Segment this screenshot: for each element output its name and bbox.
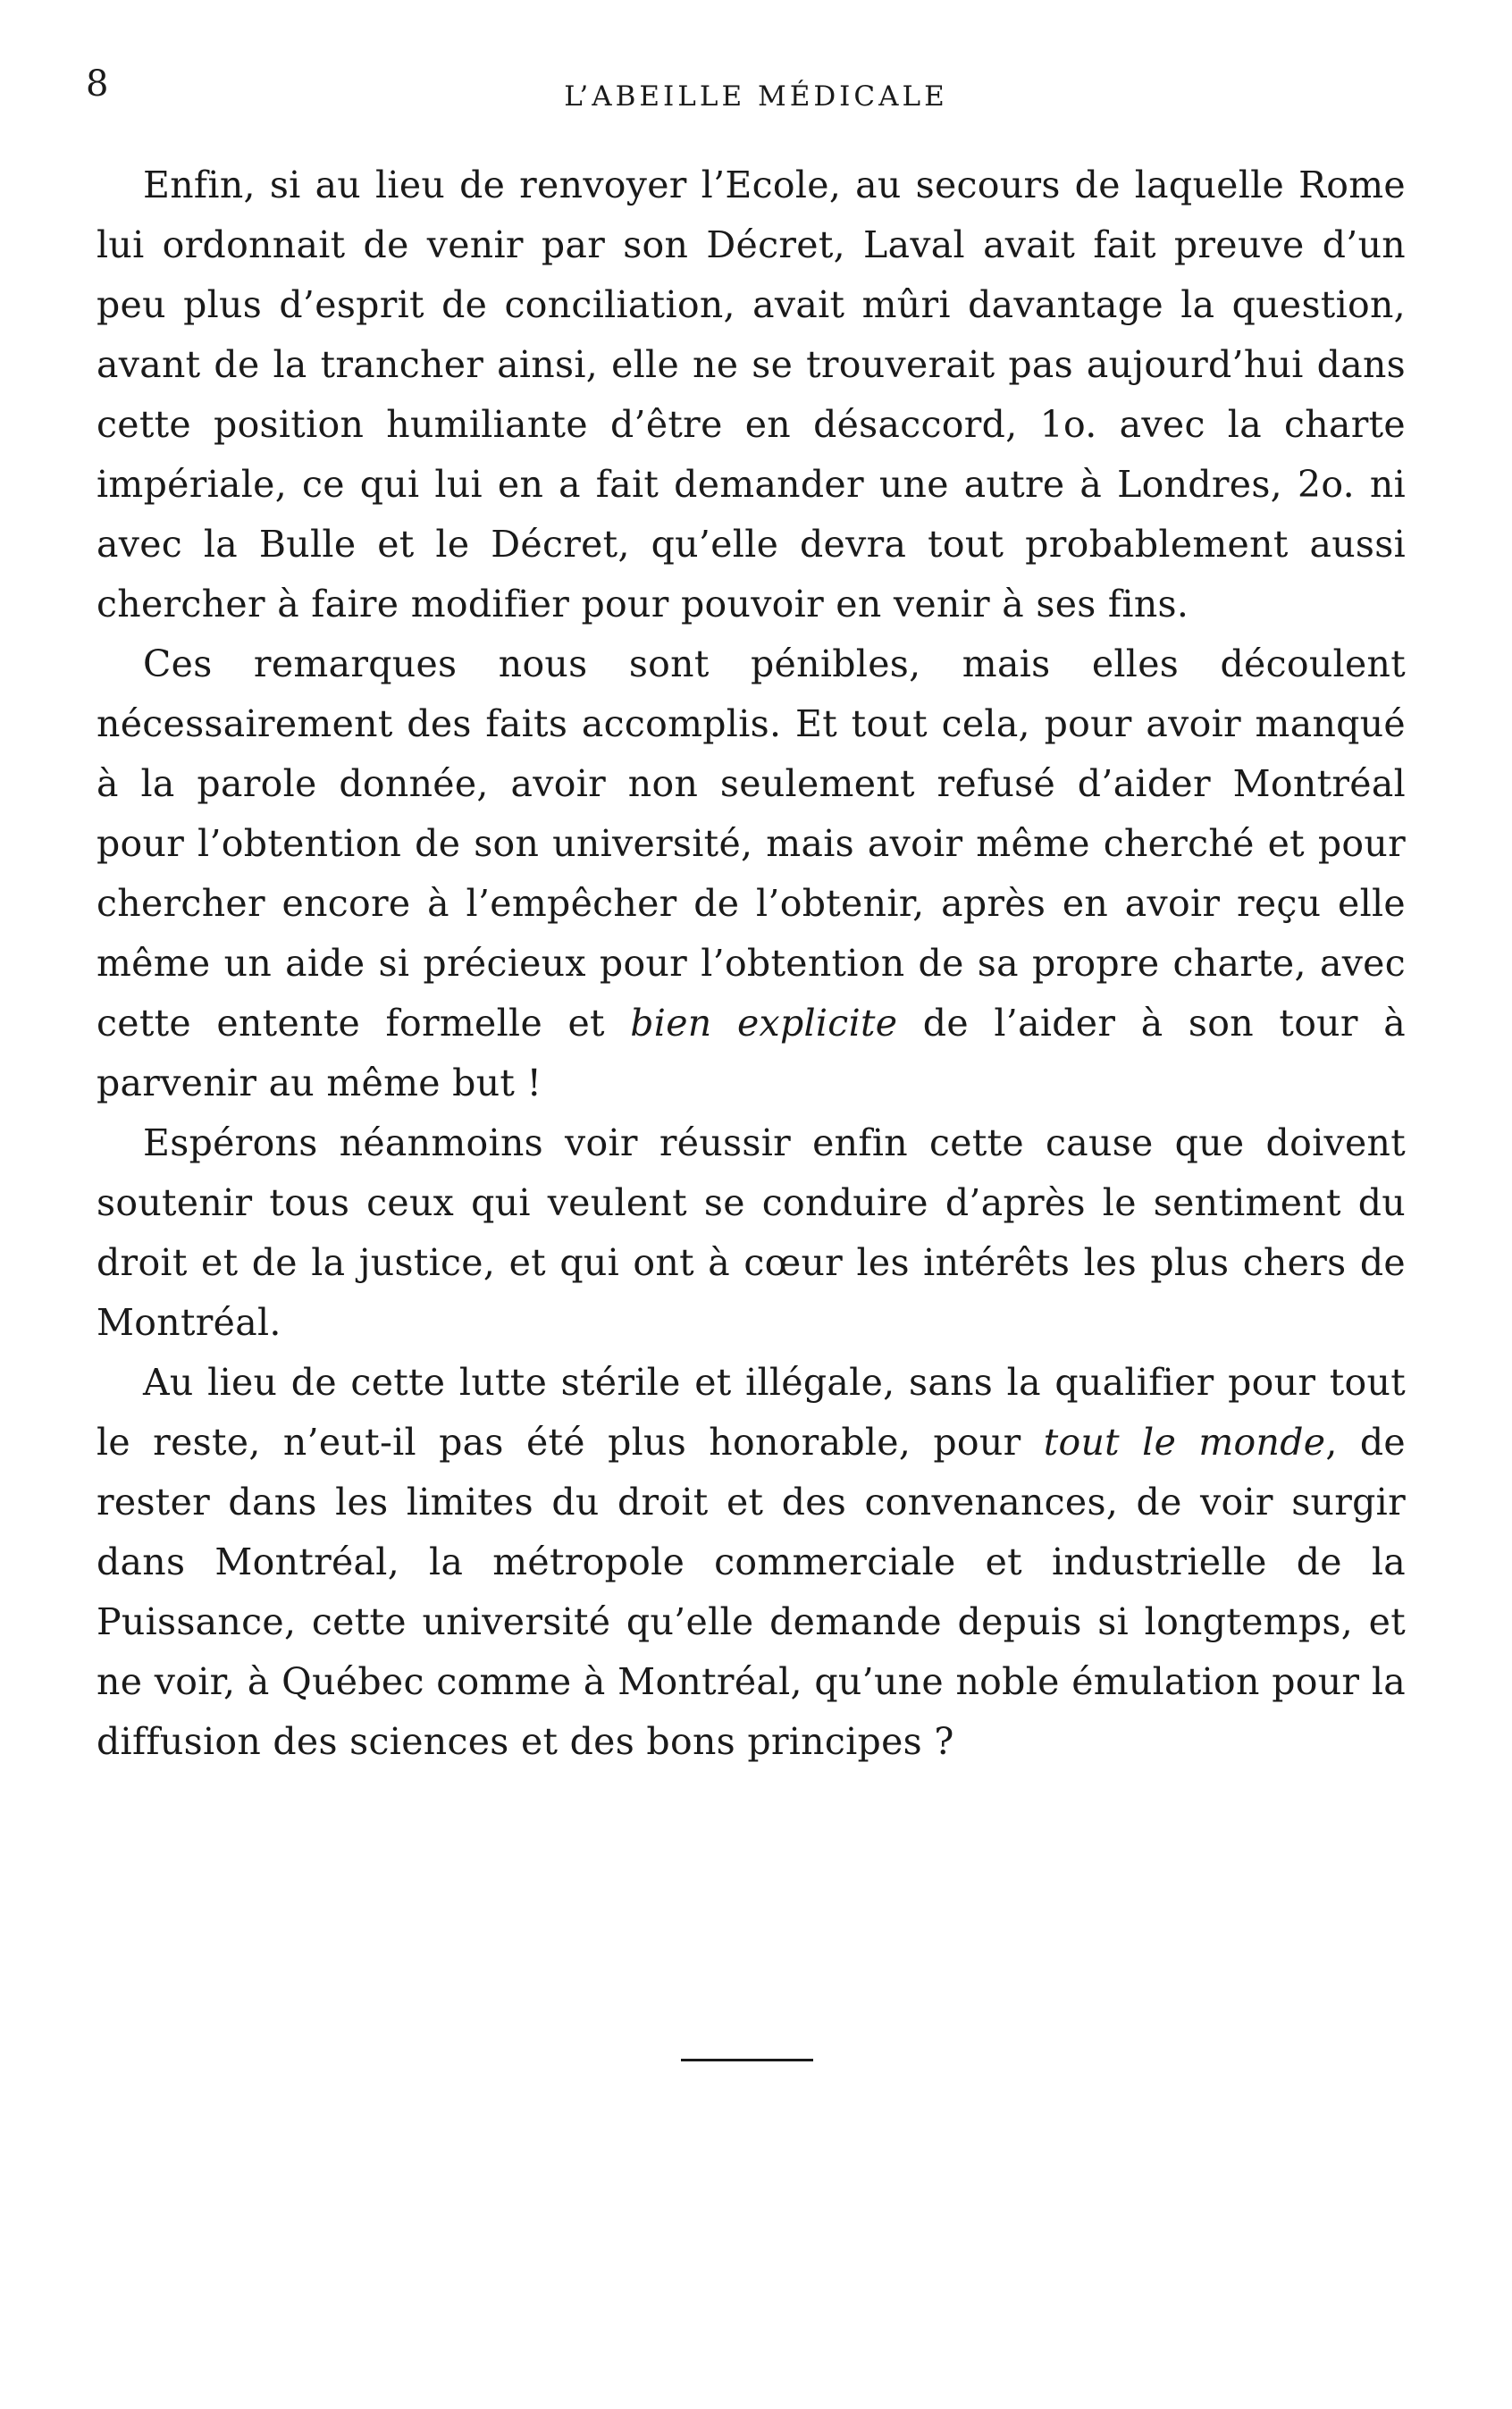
paragraph-3: Espérons néanmoins voir réussir enfin cette cause que doivent soutenir tous ceux qui veulent se conduire d’après le sentiment du droit et de la justice, et qui ont à cœur les intérêts les plus chers de Montréal. (97, 1121, 1406, 1344)
paragraph-2-text-b: de l’aider à son tour à parvenir au même but ! (97, 1002, 1406, 1104)
end-rule (681, 2059, 813, 2061)
paragraph-4-italic: tout le monde (1043, 1421, 1326, 1464)
paragraph-2-italic: bien explicite (630, 1002, 898, 1045)
running-title: L’ABEILLE MÉDICALE (564, 80, 948, 113)
paragraph-4 (97, 1353, 1406, 1772)
paragraph-4-text-a: Au lieu de cette lutte stérile et illégale, sans la qualifier pour tout le reste, n’eut-il pas été plus honorable, pour (97, 1361, 1406, 1464)
paragraph-2-text-a: Ces remarques nous sont pénibles, mais elles découlent nécessairement des faits accomplis. Et tout cela, pour avoir manqué à la parole donnée, avoir non seulement refusé d’aider Montréal pour l’obtention de son université, mais avoir même cherché et pour chercher encore à l’empêcher de l’obtenir, après en avoir reçu elle même un aide si précieux pour l’obtention de sa propre charte, avec cette entente formelle et (97, 642, 1406, 1045)
body-text (97, 155, 1406, 1772)
paragraph-2 (97, 634, 1406, 1113)
paragraph-1: Enfin, si au lieu de renvoyer l’Ecole, au secours de laquelle Rome lui ordonnait de venir par son Décret, Laval avait fait preuve d’un peu plus d’esprit de conciliation, avait mûri davantage la question, avant de la trancher ainsi, elle ne se trouverait pas aujourd’hui dans cette position humiliante d’être en désaccord, 1o. avec la charte impériale, ce qui lui en a fait demander une autre à Londres, 2o. ni avec la Bulle et le Décret, qu’elle devra tout probablement aussi chercher à faire modifier pour pouvoir en venir à ses fins. (97, 164, 1406, 625)
paragraph-4-text-b: , de rester dans les limites du droit et des convenances, de voir surgir dans Montréal, la métropole commerciale et industrielle de la Puissance, cette université qu’elle demande depuis si longtemps, et ne voir, à Québec comme à Montréal, qu’une noble émulation pour la diffusion des sciences et des bons principes ? (97, 1421, 1406, 1763)
page-number: 8 (86, 63, 109, 105)
